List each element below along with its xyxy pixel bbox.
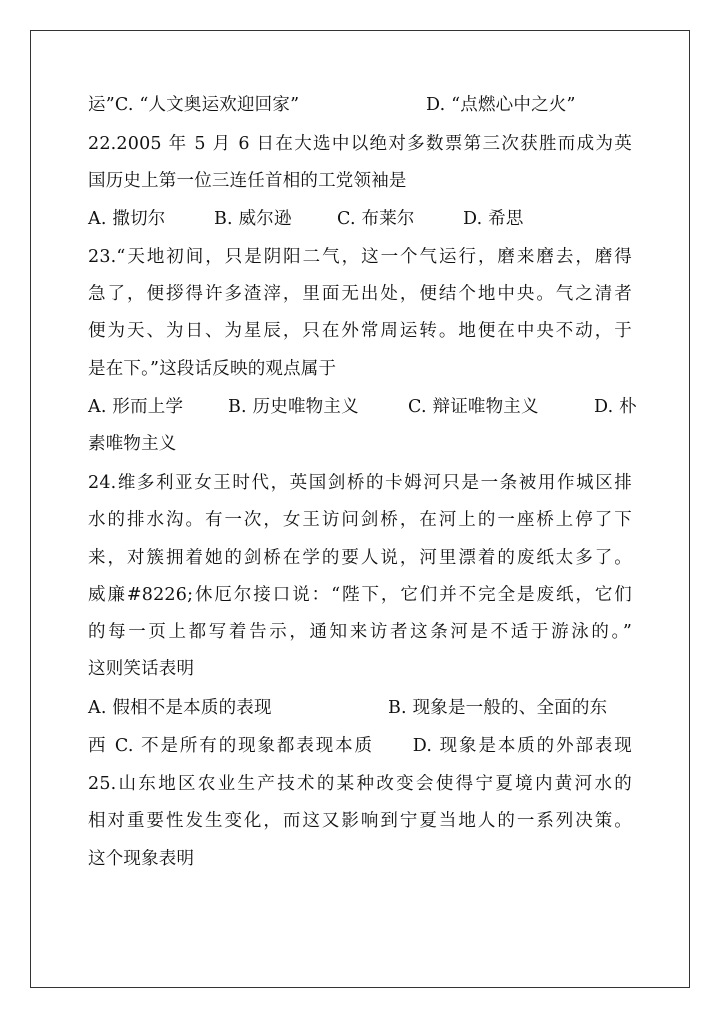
q23-stem-line-2: 急了，便拶得许多渣滓，里面无出处，便结个地中央。气之清者 (88, 284, 632, 304)
q22-option-c: C. 布莱尔 (337, 209, 415, 229)
q24-stem-line-4: 威廉#8226;休厄尔接口说：“陛下，它们并不完全是废纸，它们 (88, 585, 632, 605)
q23-option-b: B. 历史唯物主义 (228, 397, 359, 417)
q24-stem-line-5: 的每一页上都写着告示，通知来访者这条河是不适于游泳的。” (88, 622, 632, 642)
q23-options-line (88, 389, 637, 425)
q25-stem-line-3: 这个现象表明 (88, 849, 195, 869)
q22-option-b: B. 威尔逊 (214, 209, 292, 229)
q21-option-c: 运”C. “人文奥运欢迎回家” (88, 95, 300, 115)
q22-option-d: D. 希思 (463, 209, 524, 229)
q22-option-a: A. 撒切尔 (88, 209, 166, 229)
q24-stem-line-6: 这则笑话表明 (88, 659, 195, 679)
q22-stem-line-1: 22.2005 年 5 月 6 日在大选中以绝对多数票第三次获胜而成为英 (88, 134, 632, 154)
q25-stem-line-2: 相对重要性发生变化，而这又影响到宁夏当地人的一系列决策。 (88, 811, 632, 831)
q21-option-d: D. “点燃心中之火” (426, 95, 576, 115)
q23-option-a: A. 形而上学 (88, 397, 184, 417)
q22-options-line (88, 201, 632, 237)
q24-options-line-2: 西 C. 不是所有的现象都表现本质 D. 现象是本质的外部表现 (88, 736, 632, 756)
q24-stem-line-1: 24.维多利亚女王时代，英国剑桥的卡姆河只是一条被用作城区排 (88, 473, 632, 493)
q24-options-line-1 (88, 690, 632, 726)
q23-option-d-continued: 素唯物主义 (88, 434, 177, 454)
q23-stem-line-1: 23.“天地初间，只是阴阳二气，这一个气运行，磨来磨去，磨得 (88, 247, 632, 267)
q23-option-d: D. 朴 (594, 397, 637, 417)
q24-option-b: B. 现象是一般的、全面的东 (388, 698, 608, 718)
q23-option-c: C. 辩证唯物主义 (408, 397, 539, 417)
q24-stem-line-3: 来，对簇拥着她的剑桥在学的要人说，河里漂着的废纸太多了。 (88, 548, 632, 568)
q23-stem-line-4: 是在下。”这段话反映的观点属于 (88, 359, 337, 379)
q22-stem-line-2: 国历史上第一位三连任首相的工党领袖是 (88, 171, 407, 191)
q24-option-a: A. 假相不是本质的表现 (88, 698, 272, 718)
q21-options-line (88, 87, 632, 123)
q25-stem-line-1: 25.山东地区农业生产技术的某种改变会使得宁夏境内黄河水的 (88, 774, 632, 794)
q23-stem-line-3: 便为天、为日、为星辰，只在外常周运转。地便在中央不动，于 (88, 321, 632, 341)
q24-stem-line-2: 水的排水沟。有一次，女王访问剑桥，在河上的一座桥上停了下 (88, 510, 632, 530)
